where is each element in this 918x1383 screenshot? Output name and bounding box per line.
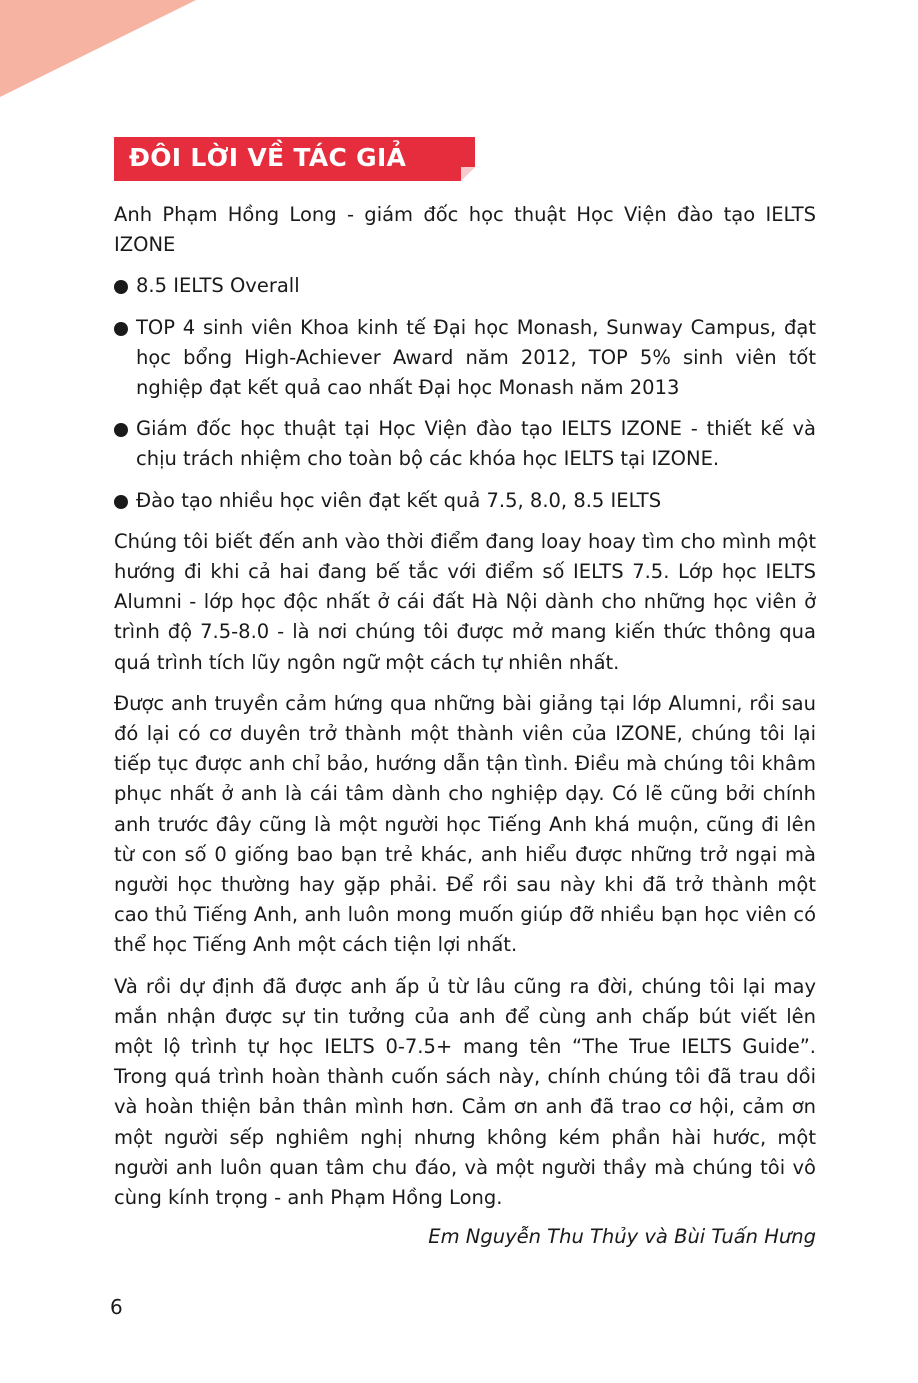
list-item: [114, 271, 816, 301]
corner-decoration: [0, 0, 196, 97]
section-heading: ĐÔI LỜI VỀ TÁC GIẢ: [129, 143, 407, 172]
list-item-text: Đào tạo nhiều học viên đạt kết quả 7.5, 8.0, 8.5 IELTS: [136, 488, 662, 512]
bullet-icon: [114, 423, 128, 437]
intro-paragraph: Anh Phạm Hồng Long - giám đốc học thuật Học Viện đào tạo IELTS IZONE: [114, 203, 816, 257]
author-signature: Em Nguyễn Thu Thủy và Bùi Tuấn Hưng: [428, 1225, 816, 1248]
body-paragraph: Chúng tôi biết đến anh vào thời điểm đang loay hoay tìm cho mình một hướng đi khi cả hai đang bế tắc với điểm số IELTS 7.5. Lớp học IELTS Alumni - lớp học độc nhất ở cái đất Hà Nội dành cho những học viên ở trình độ 7.5-8.0 - là nơi chúng tôi được mở mang kiến thức thông qua quá trình tích lũy ngôn ngữ một cách tự nhiên nhất.: [114, 529, 816, 674]
main-content: [114, 200, 816, 1224]
bullet-icon: [114, 495, 128, 509]
heading-fold-corner: [461, 167, 475, 181]
list-item-text: Giám đốc học thuật tại Học Viện đào tạo IELTS IZONE - thiết kế và chịu trách nhiệm cho toàn bộ các khóa học IELTS tại IZONE.: [136, 417, 816, 471]
list-item-text: 8.5 IELTS Overall: [136, 274, 300, 298]
bullet-icon: [114, 280, 128, 294]
list-item: [114, 414, 816, 474]
bullet-icon: [114, 322, 128, 336]
list-item-text: TOP 4 sinh viên Khoa kinh tế Đại học Monash, Sunway Campus, đạt học bổng High-Achiever Award năm 2012, TOP 5% sinh viên tốt nghiệp đạt kết quả cao nhất Đại học Monash năm 2013: [136, 315, 816, 400]
body-paragraph: Được anh truyền cảm hứng qua những bài giảng tại lớp Alumni, rồi sau đó lại có cơ duyên trở thành một thành viên của IZONE, chúng tôi lại tiếp tục được anh chỉ bảo, hướng dẫn tận tình. Điều mà chúng tôi khâm phục nhất ở anh là cái tâm dành cho nghiệp dạy. Có lẽ cũng bởi chính anh trước đây cũng là một người học Tiếng Anh khá muộn, cũng đi lên từ con số 0 giống bao bạn trẻ khác, anh hiểu được những trở ngại mà người học thường hay gặp phải. Để rồi sau này khi đã trở thành một cao thủ Tiếng Anh, anh luôn mong muốn giúp đỡ nhiều bạn học viên có thể học Tiếng Anh một cách tiện lợi nhất.: [114, 691, 816, 957]
list-item: [114, 313, 816, 404]
body-paragraph: Và rồi dự định đã được anh ấp ủ từ lâu cũng ra đời, chúng tôi lại may mắn nhận được sự tin tưởng của anh để cùng anh chấp bút viết lên một lộ trình tự học IELTS 0-7.5+ mang tên “The True IELTS Guide”. Trong quá trình hoàn thành cuốn sách này, chính chúng tôi đã trau dồi và hoàn thiện bản thân mình hơn. Cảm ơn anh đã trao cơ hội, cảm ơn một người sếp nghiêm nghị nhưng không kém phần hài hước, một người anh luôn quan tâm chu đáo, và một người thầy mà chúng tôi vô cùng kính trọng - anh Phạm Hồng Long.: [114, 974, 816, 1210]
list-item: [114, 486, 816, 516]
page-number: 6: [110, 1295, 123, 1319]
achievement-list: [114, 271, 816, 515]
